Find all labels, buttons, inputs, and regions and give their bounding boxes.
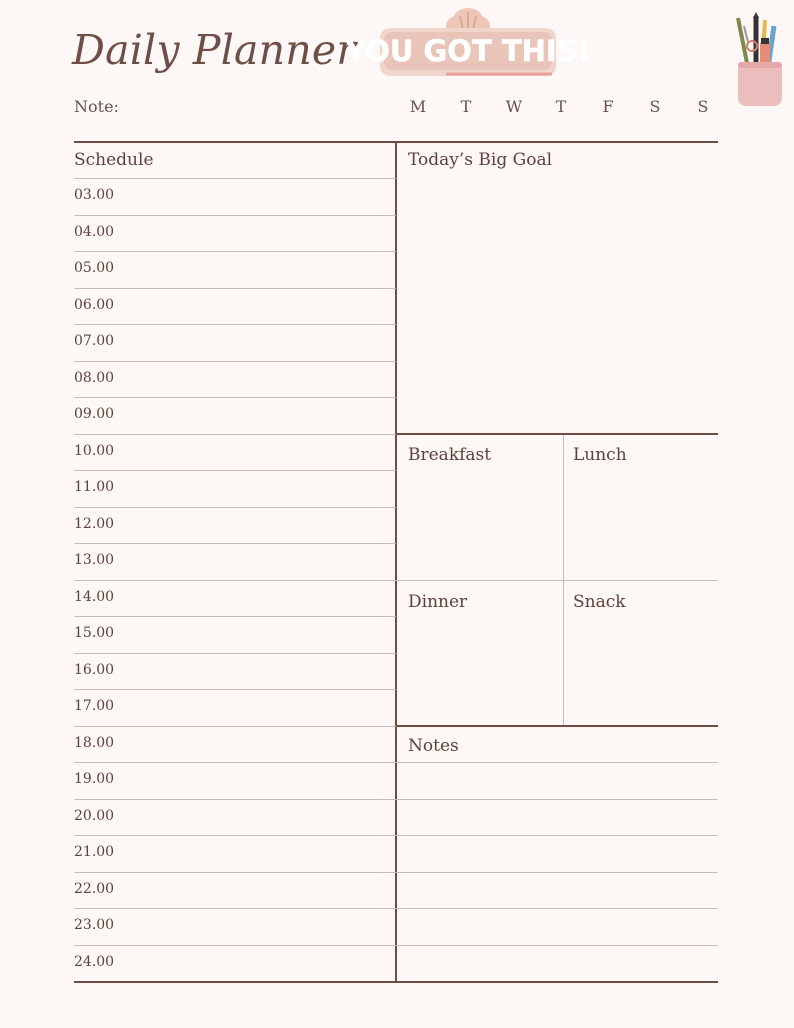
snack-area[interactable] xyxy=(565,617,717,723)
snack-label: Snack xyxy=(573,592,626,612)
schedule-entry-slot[interactable] xyxy=(130,947,392,979)
schedule-row-line xyxy=(74,762,396,763)
schedule-row-line xyxy=(74,434,396,435)
notes-line[interactable] xyxy=(396,945,718,946)
schedule-row-line xyxy=(74,288,396,289)
schedule-row-line xyxy=(74,470,396,471)
schedule-row-line xyxy=(74,361,396,362)
schedule-entry-slot[interactable] xyxy=(130,180,392,212)
sticker-text: YOU GOT THIS! xyxy=(345,34,591,68)
schedule-row-line xyxy=(74,251,396,252)
schedule-entry-slot[interactable] xyxy=(130,509,392,541)
lunch-label: Lunch xyxy=(573,445,627,465)
meals-middle-rule xyxy=(396,580,718,581)
schedule-entry-slot[interactable] xyxy=(130,217,392,249)
schedule-time: 18.00 xyxy=(74,735,115,751)
schedule-row-line xyxy=(74,835,396,836)
schedule-entry-slot[interactable] xyxy=(130,874,392,906)
schedule-row-line xyxy=(74,799,396,800)
schedule-row-line xyxy=(74,945,396,946)
schedule-time: 24.00 xyxy=(74,954,115,970)
schedule-row-line xyxy=(74,215,396,216)
schedule-row-line xyxy=(74,872,396,873)
schedule-time: 06.00 xyxy=(74,297,115,313)
schedule-time: 20.00 xyxy=(74,808,115,824)
schedule-entry-slot[interactable] xyxy=(130,545,392,577)
notes-line[interactable] xyxy=(396,799,718,800)
schedule-entry-slot[interactable] xyxy=(130,399,392,431)
dinner-area[interactable] xyxy=(398,617,562,723)
day-sunday[interactable]: S xyxy=(697,97,709,116)
breakfast-area[interactable] xyxy=(398,470,562,578)
big-goal-label: Today’s Big Goal xyxy=(408,150,553,170)
schedule-entry-slot[interactable] xyxy=(130,655,392,687)
schedule-entry-slot[interactable] xyxy=(130,472,392,504)
schedule-row-line xyxy=(74,397,396,398)
day-friday[interactable]: F xyxy=(602,97,614,116)
schedule-row-line xyxy=(74,178,396,179)
schedule-row-line xyxy=(74,324,396,325)
schedule-time: 14.00 xyxy=(74,589,115,605)
schedule-time: 16.00 xyxy=(74,662,115,678)
day-wednesday[interactable]: W xyxy=(505,97,523,116)
schedule-entry-slot[interactable] xyxy=(130,326,392,358)
schedule-time: 11.00 xyxy=(74,479,115,495)
schedule-time: 23.00 xyxy=(74,917,115,933)
breakfast-label: Breakfast xyxy=(408,445,492,465)
big-goal-area[interactable] xyxy=(398,176,716,432)
schedule-row-line xyxy=(74,543,396,544)
day-monday[interactable]: M xyxy=(409,97,427,116)
schedule-time: 05.00 xyxy=(74,260,115,276)
notes-line[interactable] xyxy=(396,908,718,909)
weekday-row xyxy=(404,97,718,121)
schedule-entry-slot[interactable] xyxy=(130,253,392,285)
you-got-this-sticker xyxy=(345,4,591,88)
schedule-row-line xyxy=(74,908,396,909)
schedule-time: 15.00 xyxy=(74,625,115,641)
goal-bottom-rule xyxy=(396,433,718,435)
schedule-entry-slot[interactable] xyxy=(130,582,392,614)
notes-label: Notes xyxy=(408,736,459,756)
schedule-time: 12.00 xyxy=(74,516,115,532)
schedule-entry-slot[interactable] xyxy=(130,691,392,723)
schedule-entry-slot[interactable] xyxy=(130,837,392,869)
day-saturday[interactable]: S xyxy=(649,97,661,116)
schedule-row-line xyxy=(74,653,396,654)
schedule-time: 07.00 xyxy=(74,333,115,349)
day-thursday[interactable]: T xyxy=(555,97,567,116)
schedule-label: Schedule xyxy=(74,150,154,170)
lunch-area[interactable] xyxy=(565,470,717,578)
schedule-entry-slot[interactable] xyxy=(130,290,392,322)
schedule-time: 17.00 xyxy=(74,698,115,714)
schedule-time: 04.00 xyxy=(74,224,115,240)
notes-line[interactable] xyxy=(396,835,718,836)
notes-line[interactable] xyxy=(396,872,718,873)
schedule-time: 08.00 xyxy=(74,370,115,386)
schedule-time: 21.00 xyxy=(74,844,115,860)
schedule-entry-slot[interactable] xyxy=(130,363,392,395)
note-label: Note: xyxy=(74,97,119,116)
schedule-time: 13.00 xyxy=(74,552,115,568)
page-title: Daily Planner xyxy=(72,26,357,74)
column-divider xyxy=(395,142,397,982)
dinner-label: Dinner xyxy=(408,592,468,612)
schedule-time: 19.00 xyxy=(74,771,115,787)
day-tuesday[interactable]: T xyxy=(460,97,472,116)
schedule-row-line xyxy=(74,689,396,690)
schedule-time: 09.00 xyxy=(74,406,115,422)
schedule-time: 03.00 xyxy=(74,187,115,203)
notes-line[interactable] xyxy=(396,762,718,763)
schedule-row-line xyxy=(74,507,396,508)
schedule-row-line xyxy=(74,616,396,617)
schedule-entry-slot[interactable] xyxy=(130,728,392,760)
notes-top-rule xyxy=(396,725,718,727)
pencil-cup-icon xyxy=(728,12,788,114)
schedule-entry-slot[interactable] xyxy=(130,801,392,833)
schedule-entry-slot[interactable] xyxy=(130,764,392,796)
schedule-row-line xyxy=(74,726,396,727)
schedule-entry-slot[interactable] xyxy=(130,910,392,942)
schedule-entry-slot[interactable] xyxy=(130,618,392,650)
schedule-row-line xyxy=(74,580,396,581)
schedule-time: 10.00 xyxy=(74,443,115,459)
schedule-time: 22.00 xyxy=(74,881,115,897)
schedule-entry-slot[interactable] xyxy=(130,436,392,468)
